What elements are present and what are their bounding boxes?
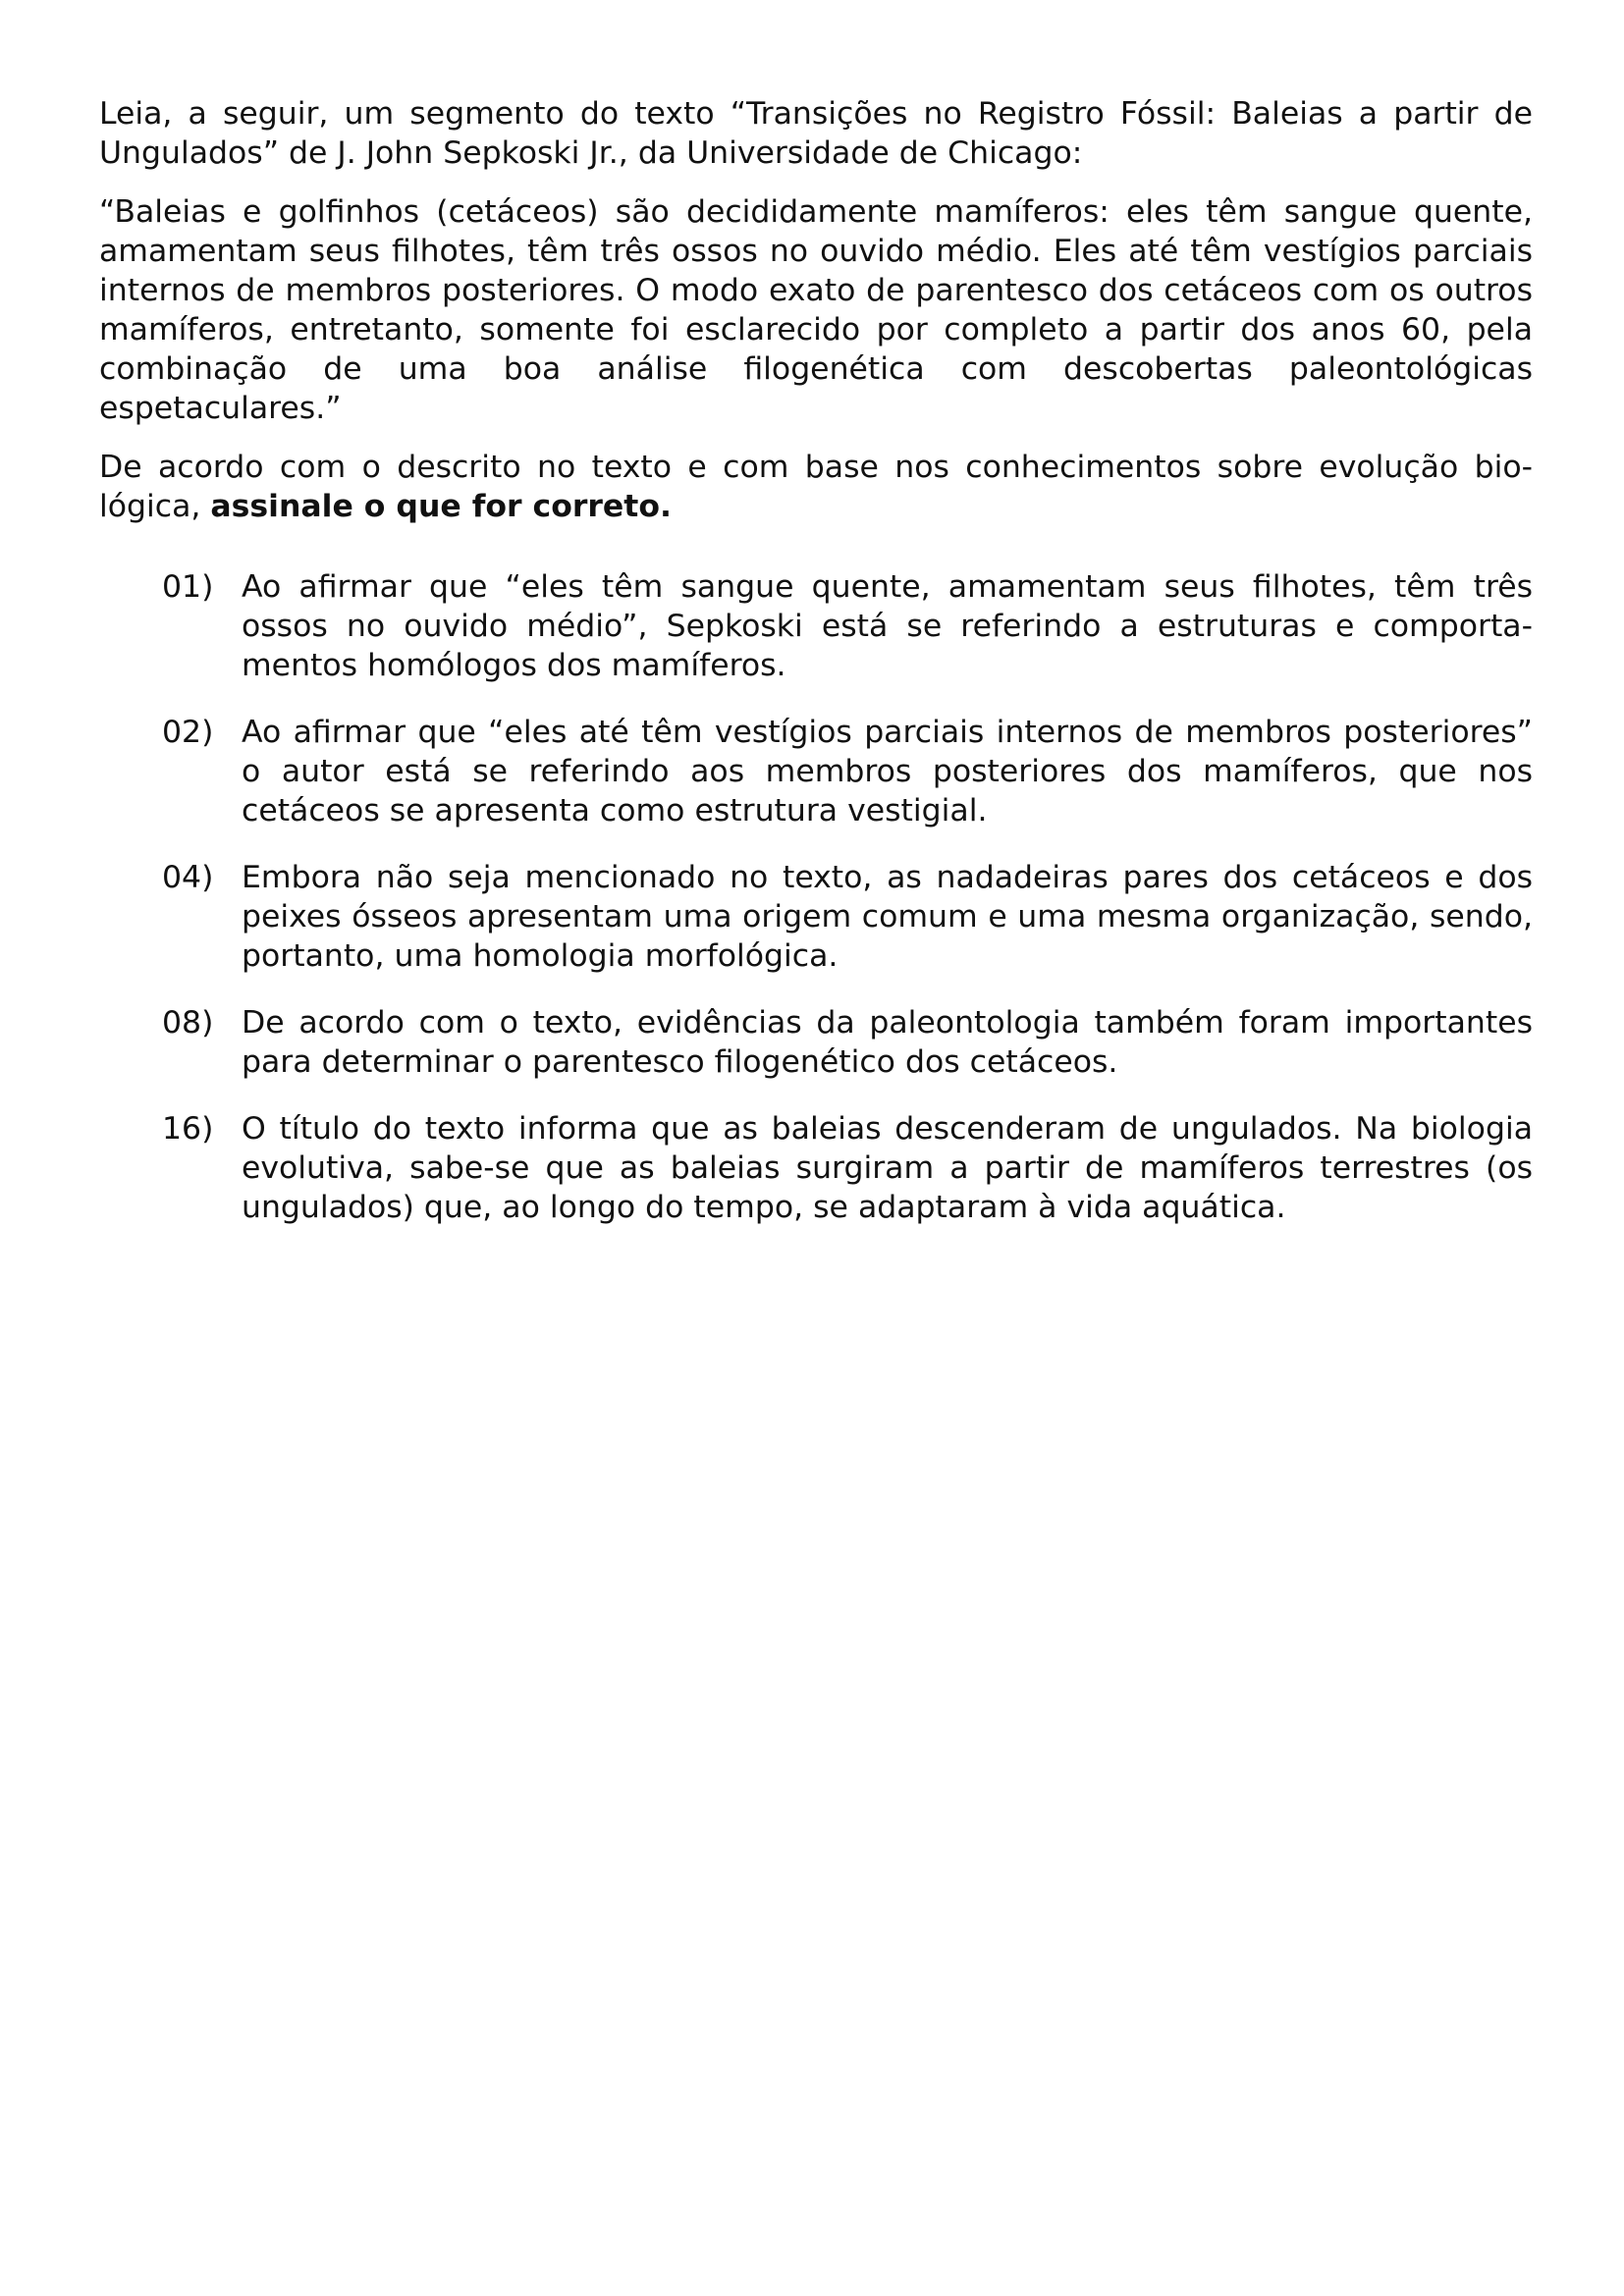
option-number: 02) xyxy=(162,715,214,750)
question-page xyxy=(99,94,1533,1255)
option-08 xyxy=(162,1003,1533,1082)
option-text: Ao afirmar que “eles têm sangue quente, amamentam seus filhotes, têm três ossos no ouvido médio”, Sepkoski está se referindo a estruturas e comportamentos homólogos dos mamíferos. xyxy=(242,569,1533,683)
instruction-text: De acordo com o descrito no texto e com base nos conhecimentos sobre evolução biológica, xyxy=(99,450,1533,524)
option-text: Embora não seja mencionado no texto, as nadadeiras pares dos cetáceos e dos peixes ósseos apresentam uma origem comum e uma mesma organização, sendo, portanto, uma homologia morfológica. xyxy=(242,860,1533,974)
intro-paragraph: Leia, a seguir, um segmento do texto “Transições no Registro Fóssil: Baleias a partir de Ungulados” de J. John Sepkoski Jr., da Universidade de Chicago: xyxy=(99,96,1533,171)
quote-paragraph: “Baleias e golfinhos (cetáceos) são decididamente mamíferos: eles têm sangue quente, amamentam seus filhotes, têm três ossos no ouvido médio. Eles até têm vestígios parciais internos de membros posteriores. O modo exato de parentesco dos cetáceos com os outros mamíferos, entretanto, somente foi esclarecido por completo a partir dos anos 60, pela combinação de uma boa análise filogenética com descobertas paleontológicas espetaculares.” xyxy=(99,194,1533,426)
option-number: 04) xyxy=(162,860,214,895)
option-01 xyxy=(162,567,1533,685)
option-text: O título do texto informa que as baleias descenderam de ungulados. Na biologia evolutiva, sabe-se que as baleias surgiram a partir de mamíferos terrestres (os ungulados) que, ao longo do tempo, se adaptaram à vida aquática. xyxy=(242,1111,1533,1225)
option-02 xyxy=(162,713,1533,830)
instruction-bold: assinale o que for correto. xyxy=(210,489,672,524)
option-number: 08) xyxy=(162,1005,214,1041)
option-text: De acordo com o texto, evidências da paleontologia também foram importantes para determinar o parentesco filogenético dos cetáceos. xyxy=(242,1005,1533,1080)
instruction-paragraph xyxy=(99,448,1533,526)
option-number: 16) xyxy=(162,1111,214,1147)
option-04 xyxy=(162,858,1533,976)
option-number: 01) xyxy=(162,569,214,605)
option-text: Ao afirmar que “eles até têm vestígios parciais internos de membros posteriores” o autor está se referindo aos membros posteriores dos mamíferos, que nos cetáceos se apresenta como estrutura vestigial. xyxy=(242,715,1533,828)
answer-options xyxy=(99,567,1533,1227)
option-16 xyxy=(162,1109,1533,1227)
